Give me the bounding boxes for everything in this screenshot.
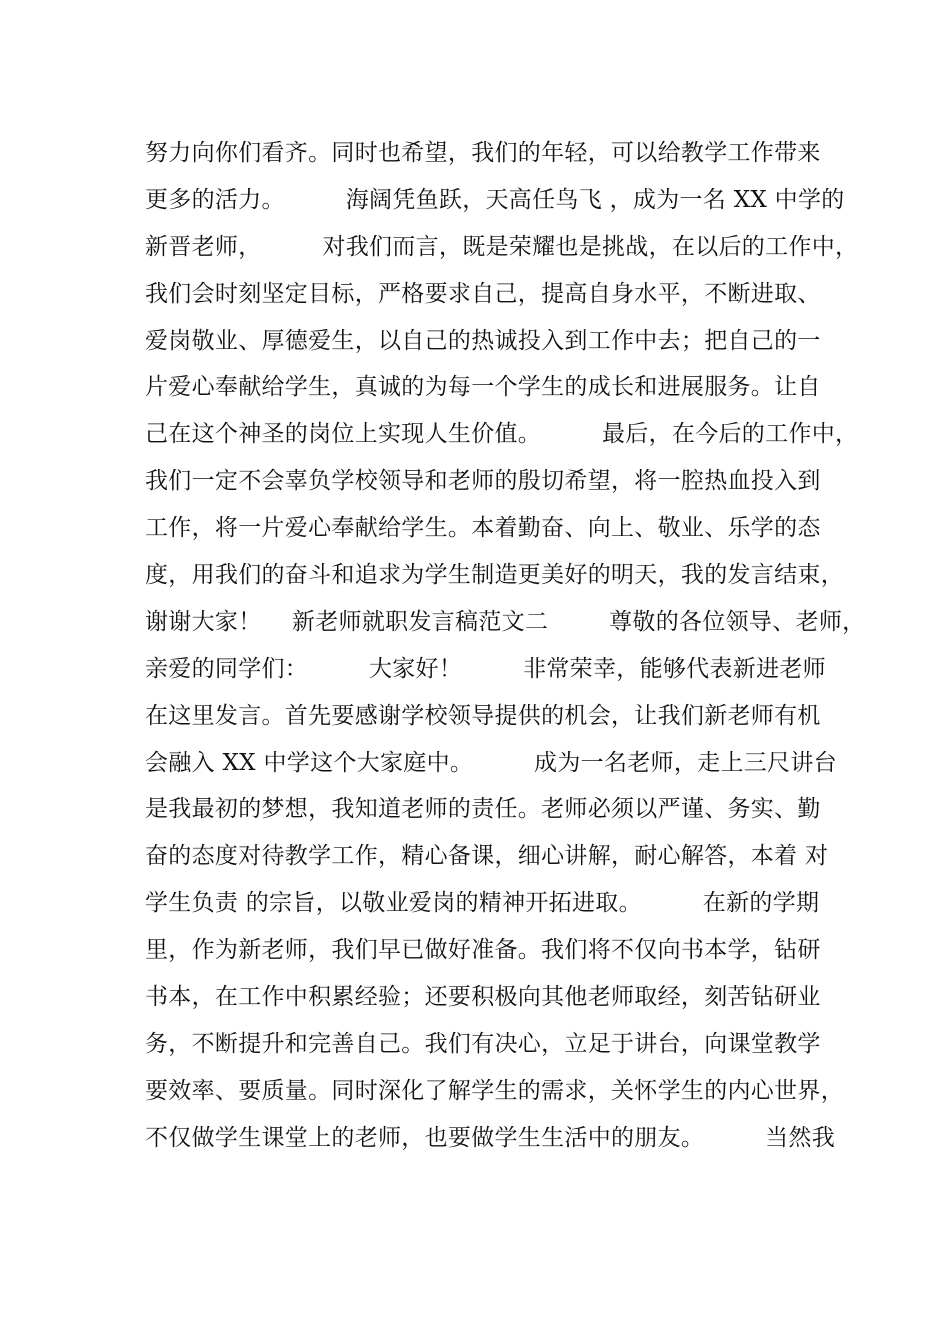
text-line: 我们一定不会辜负学校领导和老师的殷切希望，将一腔热血投入到 xyxy=(145,468,821,495)
text-line: 要效率、要质量。同时深化了解学生的需求，关怀学生的内心世界， xyxy=(145,1077,844,1104)
text-line: 我们会时刻坚定目标，严格要求自己，提高自身水平，不断进取、 xyxy=(145,280,821,307)
text-body xyxy=(145,130,866,1162)
text-line: 爱岗敬业、厚德爱生，以自己的热诚投入到工作中去；把自己的一 xyxy=(145,327,821,354)
text-line: 在这里发言。首先要感谢学校领导提供的机会，让我们新老师有机 xyxy=(145,702,821,729)
text-line: 是我最初的梦想，我知道老师的责任。老师必须以严谨、务实、勤 xyxy=(145,796,821,823)
text-line: 里，作为新老师，我们早已做好准备。我们将不仅向书本学，钻研 xyxy=(145,937,821,964)
text-line: 亲爱的同学们： 大家好！ 非常荣幸，能够代表新进老师 xyxy=(145,655,826,682)
text-line: 会融入 XX 中学这个大家庭中。 成为一名老师，走上三尺讲台 xyxy=(145,749,837,776)
text-line: 度，用我们的奋斗和追求为学生制造更美好的明天，我的发言结束， xyxy=(145,562,844,589)
text-line: 努力向你们看齐。同时也希望，我们的年轻，可以给教学工作带来 xyxy=(145,140,821,166)
text-line: 学生负责 的宗旨，以敬业爱岗的精神开拓进取。 在新的学期 xyxy=(145,890,820,917)
text-line: 更多的活力。 海阔凭鱼跃，天高任鸟飞 ，成为一名 XX 中学的 xyxy=(145,186,845,213)
text-line: 工作，将一片爱心奉献给学生。本着勤奋、向上、敬业、乐学的态 xyxy=(145,515,821,542)
text-line: 谢谢大家！ 新老师就职发言稿范文二 尊敬的各位领导、老师， xyxy=(145,608,866,635)
text-line: 务，不断提升和完善自己。我们有决心，立足于讲台，向课堂教学 xyxy=(145,1030,821,1057)
text-line: 片爱心奉献给学生，真诚的为每一个学生的成长和进展服务。让自 xyxy=(145,374,821,401)
text-line: 不仅做学生课堂上的老师，也要做学生生活中的朋友。 当然我 xyxy=(145,1124,835,1151)
text-line: 己在这个神圣的岗位上实现人生价值。 最后，在今后的工作中， xyxy=(145,421,859,448)
text-line: 书本，在工作中积累经验；还要积极向其他老师取经，刻苦钻研业 xyxy=(145,984,821,1011)
text-line: 新晋老师， 对我们而言，既是荣耀也是挑战，在以后的工作中， xyxy=(145,233,859,260)
text-line: 奋的态度对待教学工作，精心备课，细心讲解，耐心解答，本着 对 xyxy=(145,843,829,870)
